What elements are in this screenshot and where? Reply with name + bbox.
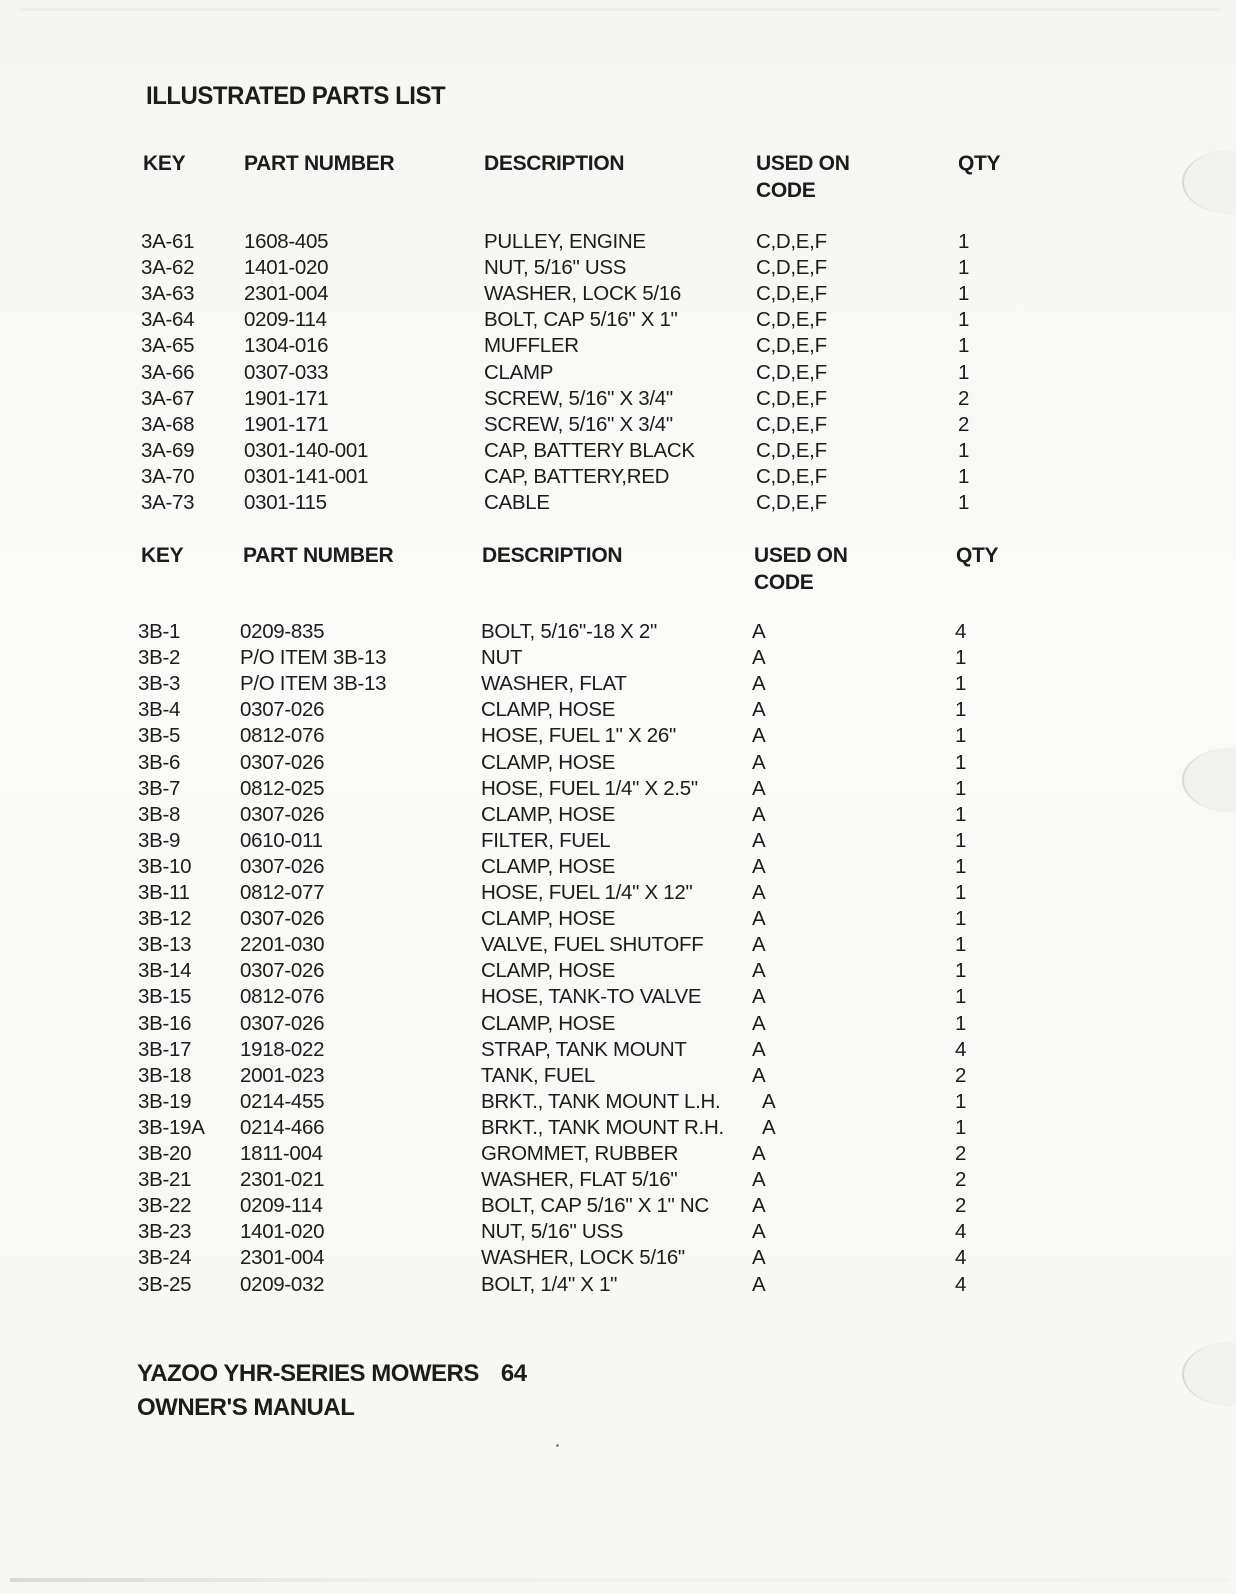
table-row xyxy=(0,881,1236,907)
cell-part-number: 0214-466 xyxy=(240,1115,325,1139)
cell-part-number: 0307-026 xyxy=(240,1011,325,1035)
table-row xyxy=(0,308,1236,334)
cell-key: 3B-2 xyxy=(138,646,181,670)
cell-description: CLAMP, HOSE xyxy=(481,959,616,983)
header-qty: QTY xyxy=(956,544,999,567)
page-number: 64 xyxy=(500,1360,527,1387)
cell-key: 3B-11 xyxy=(138,881,190,904)
cell-used-on-code: A xyxy=(752,1142,766,1165)
cell-used-on-code: A xyxy=(752,646,766,670)
cell-qty: 1 xyxy=(955,698,967,722)
cell-used-on-code: A xyxy=(752,1246,766,1270)
table-row xyxy=(0,1142,1236,1168)
cell-qty: 1 xyxy=(955,646,967,670)
cell-description: CLAMP, HOSE xyxy=(481,854,616,878)
cell-description: BRKT., TANK MOUNT L.H. xyxy=(481,1089,721,1113)
header-part-number: PART NUMBER xyxy=(243,544,394,567)
header-description: DESCRIPTION xyxy=(482,544,623,567)
cell-qty: 1 xyxy=(955,1011,967,1035)
cell-used-on-code: C,D,E,F xyxy=(756,360,827,384)
cell-part-number: 0301-115 xyxy=(244,491,327,514)
cell-qty: 2 xyxy=(955,1168,967,1192)
footer-manual-title: YAZOO YHR-SERIES MOWERS xyxy=(137,1360,479,1387)
cell-description: GROMMET, RUBBER xyxy=(481,1142,679,1165)
cell-part-number: 0209-114 xyxy=(244,308,327,332)
cell-key: 3A-64 xyxy=(141,308,195,332)
cell-qty: 1 xyxy=(958,438,970,462)
cell-part-number: 2301-021 xyxy=(240,1168,325,1192)
header-used-on xyxy=(754,542,848,596)
cell-description: CLAMP, HOSE xyxy=(481,802,616,826)
cell-key: 3A-63 xyxy=(141,282,195,306)
cell-key: 3B-3 xyxy=(138,672,181,696)
cell-key: 3B-18 xyxy=(138,1063,192,1087)
cell-part-number: 0307-026 xyxy=(240,959,325,983)
cell-key: 3B-8 xyxy=(138,802,181,826)
cell-qty: 2 xyxy=(958,386,970,410)
table-row xyxy=(0,256,1236,282)
cell-used-on-code: A xyxy=(752,724,766,748)
cell-part-number: 2001-023 xyxy=(240,1063,325,1087)
cell-used-on-code: A xyxy=(752,1194,766,1218)
cell-part-number: 0307-026 xyxy=(240,854,325,878)
cell-qty: 1 xyxy=(955,672,967,696)
table-row xyxy=(0,724,1236,750)
cell-description: BRKT., TANK MOUNT R.H. xyxy=(481,1115,724,1139)
cell-used-on-code: A xyxy=(752,1220,766,1244)
cell-qty: 4 xyxy=(955,1246,967,1270)
table-row xyxy=(0,1064,1236,1090)
table-row xyxy=(0,1246,1236,1272)
cell-used-on-code: A xyxy=(752,1168,766,1192)
header-description: DESCRIPTION xyxy=(484,152,625,175)
table-row xyxy=(0,959,1236,985)
cell-qty: 1 xyxy=(955,933,967,957)
cell-qty: 1 xyxy=(958,491,970,514)
header-used-on-line2: CODE xyxy=(754,571,814,594)
cell-qty: 1 xyxy=(955,1089,967,1113)
cell-qty: 1 xyxy=(958,230,970,253)
cell-qty: 1 xyxy=(958,334,970,358)
cell-description: WASHER, LOCK 5/16 xyxy=(484,282,681,306)
cell-key: 3B-14 xyxy=(138,959,192,983)
cell-description: CLAMP, HOSE xyxy=(481,698,616,722)
cell-part-number: 0812-025 xyxy=(240,776,325,800)
cell-qty: 2 xyxy=(955,1142,967,1165)
cell-key: 3A-62 xyxy=(141,256,195,280)
cell-part-number: 1608-405 xyxy=(244,230,329,253)
cell-description: WASHER, FLAT xyxy=(481,672,627,696)
cell-used-on-code: A xyxy=(752,985,766,1009)
cell-key: 3A-61 xyxy=(141,230,195,253)
cell-used-on-code: A xyxy=(752,1272,766,1296)
cell-used-on-code: C,D,E,F xyxy=(756,412,827,436)
cell-description: SCREW, 5/16" X 3/4" xyxy=(484,386,673,410)
cell-used-on-code: A xyxy=(752,672,766,696)
cell-used-on-code: C,D,E,F xyxy=(756,256,827,280)
cell-qty: 1 xyxy=(955,828,967,852)
cell-used-on-code: A xyxy=(762,1089,776,1113)
table-row xyxy=(0,646,1236,672)
header-used-on-line2: CODE xyxy=(756,179,816,202)
cell-description: VALVE, FUEL SHUTOFF xyxy=(481,933,704,957)
cell-used-on-code: A xyxy=(752,881,766,904)
scan-edge-top xyxy=(20,8,1220,11)
cell-part-number: 0301-140-001 xyxy=(244,438,369,462)
cell-used-on-code: A xyxy=(752,933,766,957)
cell-part-number: 2301-004 xyxy=(244,282,329,306)
cell-qty: 4 xyxy=(955,1037,967,1061)
cell-part-number: 0812-077 xyxy=(240,881,325,904)
cell-key: 3B-7 xyxy=(138,776,181,800)
cell-description: HOSE, FUEL 1/4" X 12" xyxy=(481,881,693,904)
cell-key: 3B-6 xyxy=(138,750,181,774)
cell-key: 3A-67 xyxy=(141,386,195,410)
cell-description: MUFFLER xyxy=(484,334,579,358)
table-row xyxy=(0,672,1236,698)
cell-description: CLAMP xyxy=(484,360,554,384)
page-footer xyxy=(137,1357,527,1425)
table-row xyxy=(0,777,1236,803)
cell-qty: 4 xyxy=(955,1220,967,1244)
punch-hole-top xyxy=(1182,150,1236,214)
cell-part-number: 0209-032 xyxy=(240,1272,325,1296)
cell-used-on-code: C,D,E,F xyxy=(756,491,827,514)
scan-edge-bottom xyxy=(10,1578,1230,1582)
punch-hole-bottom xyxy=(1182,1342,1236,1406)
cell-part-number: 0812-076 xyxy=(240,985,325,1009)
header-used-on-line1: USED ON xyxy=(756,152,850,175)
cell-used-on-code: A xyxy=(752,776,766,800)
header-used-on xyxy=(756,150,850,204)
cell-used-on-code: C,D,E,F xyxy=(756,334,827,358)
table-row xyxy=(0,1090,1236,1116)
cell-description: HOSE, TANK-TO VALVE xyxy=(481,985,702,1009)
cell-key: 3B-10 xyxy=(138,854,192,878)
cell-part-number: 1901-171 xyxy=(244,412,329,436)
table-row xyxy=(0,829,1236,855)
header-part-number: PART NUMBER xyxy=(244,152,395,175)
cell-used-on-code: A xyxy=(752,1063,766,1087)
cell-used-on-code: A xyxy=(752,698,766,722)
cell-used-on-code: A xyxy=(752,802,766,826)
cell-description: FILTER, FUEL xyxy=(481,828,611,852)
cell-part-number: 1918-022 xyxy=(240,1037,325,1061)
cell-part-number: 1401-020 xyxy=(240,1220,325,1244)
table-row xyxy=(0,620,1236,646)
cell-key: 3B-9 xyxy=(138,828,181,852)
cell-key: 3B-24 xyxy=(138,1246,192,1270)
table-row xyxy=(0,1116,1236,1142)
table-row xyxy=(0,491,1236,517)
cell-used-on-code: C,D,E,F xyxy=(756,386,827,410)
table-row xyxy=(0,465,1236,491)
cell-key: 3B-16 xyxy=(138,1011,192,1035)
cell-qty: 1 xyxy=(955,854,967,878)
cell-key: 3B-13 xyxy=(138,933,192,957)
cell-description: WASHER, FLAT 5/16" xyxy=(481,1168,678,1192)
cell-qty: 1 xyxy=(955,724,967,748)
table-row xyxy=(0,334,1236,360)
cell-description: BOLT, 1/4" X 1" xyxy=(481,1272,618,1296)
cell-qty: 1 xyxy=(958,308,970,332)
cell-description: CABLE xyxy=(484,491,550,514)
cell-key: 3B-20 xyxy=(138,1142,192,1165)
table-row xyxy=(0,751,1236,777)
cell-used-on-code: C,D,E,F xyxy=(756,230,827,253)
cell-part-number: 0307-033 xyxy=(244,360,329,384)
cell-description: HOSE, FUEL 1" X 26" xyxy=(481,724,676,748)
table-row xyxy=(0,439,1236,465)
cell-description: BOLT, CAP 5/16" X 1" NC xyxy=(481,1194,709,1218)
cell-key: 3B-21 xyxy=(138,1168,192,1192)
table-row xyxy=(0,1012,1236,1038)
table-row xyxy=(0,1168,1236,1194)
cell-qty: 1 xyxy=(955,776,967,800)
cell-qty: 1 xyxy=(958,282,970,306)
cell-key: 3B-17 xyxy=(138,1037,192,1061)
cell-description: CLAMP, HOSE xyxy=(481,750,616,774)
table-row xyxy=(0,282,1236,308)
cell-key: 3B-19 xyxy=(138,1089,192,1113)
footer-line-1 xyxy=(137,1357,527,1391)
cell-key: 3A-68 xyxy=(141,412,195,436)
table-row xyxy=(0,361,1236,387)
cell-part-number: 0307-026 xyxy=(240,750,325,774)
cell-used-on-code: C,D,E,F xyxy=(756,282,827,306)
cell-part-number: 2201-030 xyxy=(240,933,325,957)
cell-qty: 2 xyxy=(955,1063,967,1087)
cell-part-number: 0307-026 xyxy=(240,802,325,826)
cell-part-number: 0812-076 xyxy=(240,724,325,748)
cell-qty: 1 xyxy=(958,464,970,488)
cell-part-number: 1401-020 xyxy=(244,256,329,280)
cell-qty: 1 xyxy=(958,256,970,280)
table-row xyxy=(0,855,1236,881)
table-row xyxy=(0,803,1236,829)
cell-qty: 1 xyxy=(955,750,967,774)
header-qty: QTY xyxy=(958,152,1001,175)
cell-description: BOLT, 5/16"-18 X 2" xyxy=(481,620,657,643)
cell-part-number: P/O ITEM 3B-13 xyxy=(240,646,387,670)
cell-key: 3A-70 xyxy=(141,464,195,488)
table-row xyxy=(0,1038,1236,1064)
cell-key: 3A-65 xyxy=(141,334,195,358)
table-row xyxy=(0,1273,1236,1299)
header-key: KEY xyxy=(141,544,184,567)
cell-used-on-code: C,D,E,F xyxy=(756,308,827,332)
table-row xyxy=(0,230,1236,256)
cell-used-on-code: C,D,E,F xyxy=(756,464,827,488)
cell-part-number: 1304-016 xyxy=(244,334,329,358)
page-title: ILLUSTRATED PARTS LIST xyxy=(146,82,446,110)
footer-line-2: OWNER'S MANUAL xyxy=(137,1394,355,1421)
cell-qty: 4 xyxy=(955,620,967,643)
cell-part-number: 0209-835 xyxy=(240,620,325,643)
header-used-on-line1: USED ON xyxy=(754,544,848,567)
table-row xyxy=(0,985,1236,1011)
cell-key: 3B-12 xyxy=(138,907,192,931)
cell-key: 3A-69 xyxy=(141,438,195,462)
table-row xyxy=(0,387,1236,413)
cell-used-on-code: A xyxy=(752,828,766,852)
cell-description: CAP, BATTERY,RED xyxy=(484,464,670,488)
cell-qty: 1 xyxy=(955,959,967,983)
cell-part-number: 0307-026 xyxy=(240,907,325,931)
cell-key: 3A-66 xyxy=(141,360,195,384)
cell-key: 3B-4 xyxy=(138,698,181,722)
cell-used-on-code: A xyxy=(752,750,766,774)
cell-qty: 2 xyxy=(955,1194,967,1218)
header-key: KEY xyxy=(143,152,186,175)
cell-key: 3A-73 xyxy=(141,491,195,514)
cell-description: CAP, BATTERY BLACK xyxy=(484,438,695,462)
cell-part-number: 0301-141-001 xyxy=(244,464,369,488)
cell-key: 3B-5 xyxy=(138,724,181,748)
cell-description: NUT, 5/16" USS xyxy=(481,1220,624,1244)
cell-used-on-code: A xyxy=(752,1011,766,1035)
cell-description: TANK, FUEL xyxy=(481,1063,595,1087)
table-row xyxy=(0,933,1236,959)
table-row xyxy=(0,413,1236,439)
cell-key: 3B-23 xyxy=(138,1220,192,1244)
cell-part-number: 0610-011 xyxy=(240,828,323,852)
cell-description: HOSE, FUEL 1/4" X 2.5" xyxy=(481,776,698,800)
table-row xyxy=(0,1220,1236,1246)
cell-qty: 1 xyxy=(955,1115,967,1139)
cell-used-on-code: A xyxy=(752,620,766,643)
cell-qty: 1 xyxy=(955,907,967,931)
cell-used-on-code: A xyxy=(752,959,766,983)
cell-key: 3B-22 xyxy=(138,1194,192,1218)
cell-description: BOLT, CAP 5/16" X 1" xyxy=(484,308,678,332)
cell-used-on-code: A xyxy=(752,907,766,931)
cell-description: SCREW, 5/16" X 3/4" xyxy=(484,412,673,436)
cell-part-number: 1811-004 xyxy=(240,1142,323,1165)
cell-key: 3B-19A xyxy=(138,1115,205,1139)
cell-description: CLAMP, HOSE xyxy=(481,1011,616,1035)
table-row xyxy=(0,1194,1236,1220)
table-row xyxy=(0,907,1236,933)
cell-key: 3B-15 xyxy=(138,985,192,1009)
cell-used-on-code: A xyxy=(752,1037,766,1061)
cell-description: PULLEY, ENGINE xyxy=(484,230,646,253)
cell-qty: 1 xyxy=(958,360,970,384)
cell-used-on-code: C,D,E,F xyxy=(756,438,827,462)
cell-description: NUT, 5/16" USS xyxy=(484,256,627,280)
table-row xyxy=(0,698,1236,724)
cell-key: 3B-25 xyxy=(138,1272,192,1296)
cell-description: NUT xyxy=(481,646,523,670)
cell-description: STRAP, TANK MOUNT xyxy=(481,1037,687,1061)
cell-qty: 2 xyxy=(958,412,970,436)
cell-part-number: 0214-455 xyxy=(240,1089,325,1113)
cell-description: WASHER, LOCK 5/16" xyxy=(481,1246,685,1270)
cell-qty: 4 xyxy=(955,1272,967,1296)
cell-qty: 1 xyxy=(955,985,967,1009)
cell-description: CLAMP, HOSE xyxy=(481,907,616,931)
cell-key: 3B-1 xyxy=(138,620,181,643)
cell-part-number: 0209-114 xyxy=(240,1194,323,1218)
cell-part-number: 0307-026 xyxy=(240,698,325,722)
cell-part-number: 1901-171 xyxy=(244,386,329,410)
cell-qty: 1 xyxy=(955,802,967,826)
cell-used-on-code: A xyxy=(752,854,766,878)
scan-speck xyxy=(556,1444,559,1447)
cell-used-on-code: A xyxy=(762,1115,776,1139)
cell-qty: 1 xyxy=(955,881,967,904)
cell-part-number: P/O ITEM 3B-13 xyxy=(240,672,387,696)
cell-part-number: 2301-004 xyxy=(240,1246,325,1270)
